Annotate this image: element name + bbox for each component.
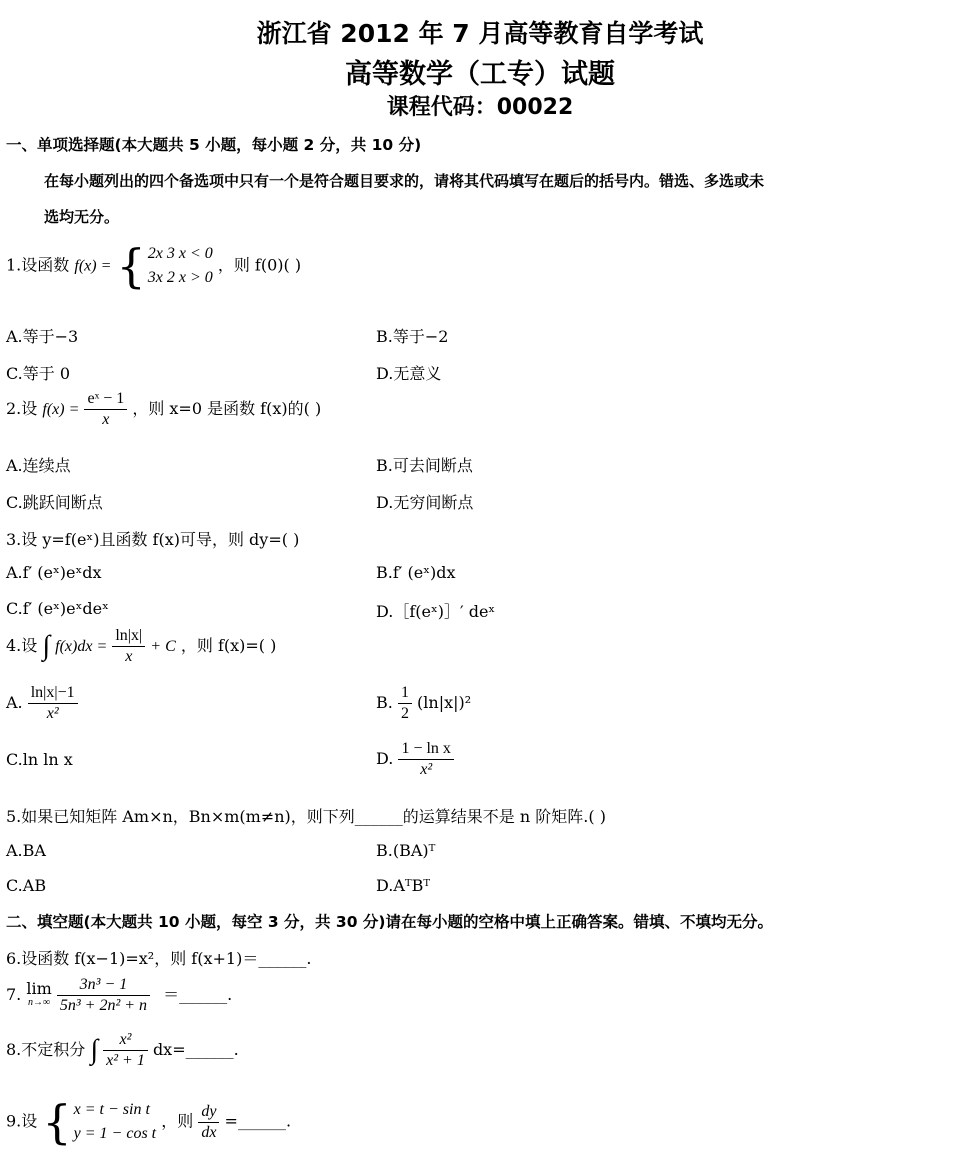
exam-header-line1: 浙江省 2012 年 7 月高等教育自学考试 — [256, 19, 704, 48]
q4-fraction — [112, 626, 145, 667]
q7-lim: lim — [26, 978, 52, 998]
q7-fraction — [57, 975, 150, 1016]
q7-prefix: 7. — [6, 985, 22, 1004]
q5-option-d: D.AᵀBᵀ — [376, 876, 431, 895]
section2-heading: 二、填空题(本大题共 10 小题，每空 3 分，共 30 分)请在每小题的空格中填上正确答案。错填、不填均无分。 — [6, 913, 773, 931]
section1-instruction-line1: 在每小题列出的四个备选项中只有一个是符合题目要求的，请将其代码填写在题后的括号内。错选、多选或未 — [44, 172, 765, 190]
q7-denominator: 5n³ + 2n² + n — [59, 997, 148, 1014]
q2-prefix: 2.设 — [6, 399, 38, 418]
q4-option-c: C.ln ln x — [6, 750, 73, 769]
q1-cases — [148, 242, 213, 290]
q4-b-denominator: 2 — [400, 705, 409, 722]
section1-heading: 一、单项选择题(本大题共 5 小题，每小题 2 分，共 10 分) — [6, 136, 422, 154]
q9-cases — [74, 1098, 156, 1146]
q3-option-c: C.f′ (eˣ)eˣdeˣ — [6, 599, 109, 618]
q9-case2: y = 1 − cos t — [73, 1125, 157, 1142]
question-3: 3.设 y=f(eˣ)且函数 f(x)可导，则 dy=( ) — [6, 530, 300, 549]
integral-sign-icon: ∫ — [90, 1034, 99, 1066]
q1-prefix: 1.设函数 — [6, 255, 70, 275]
q9-denominator: dx — [201, 1123, 217, 1141]
q1-option-c: C.等于 0 — [6, 364, 71, 383]
section1-instruction-line2: 选均无分。 — [44, 208, 120, 226]
q1-function: f(x) = — [74, 257, 112, 275]
question-9 — [6, 1095, 292, 1149]
q4-option-d — [376, 739, 454, 780]
question-6: 6.设函数 f(x−1)=x²，则 f(x+1)＝______. — [6, 949, 312, 968]
q1-option-a: A.等于−3 — [6, 327, 79, 346]
q8-numerator: x² — [103, 1030, 148, 1051]
q1-case2: 3x 2 x > 0 — [147, 269, 213, 286]
integral-sign-icon: ∫ — [42, 630, 51, 662]
q4-numerator: ln|x| — [112, 626, 145, 647]
q4-option-a — [6, 683, 78, 724]
q4-suffix: ，则 f(x)=( ) — [180, 636, 277, 655]
question-8 — [6, 1030, 239, 1071]
exam-title: 高等数学（工专）试题 — [345, 59, 615, 90]
q9-fraction — [198, 1102, 219, 1143]
q4-denominator: x — [125, 648, 133, 665]
q3-option-a: A.f′ (eˣ)eˣdx — [6, 563, 102, 582]
question-5: 5.如果已知矩阵 Am×n，Bn×m(m≠n)，则下列______的运算结果不是 n 阶矩阵.( ) — [6, 807, 606, 826]
q8-denominator: x² + 1 — [106, 1052, 145, 1069]
q2-option-c: C.跳跃间断点 — [6, 493, 103, 512]
q1-option-d: D.无意义 — [376, 364, 442, 383]
q4-constant: + C — [150, 638, 176, 655]
q1-case1: 2x 3 x < 0 — [147, 245, 213, 262]
q9-suffix: =______. — [224, 1111, 292, 1131]
q1-option-b: B.等于−2 — [376, 327, 449, 346]
q2-denominator: x — [102, 411, 110, 428]
q9-prefix: 9.设 — [6, 1111, 38, 1131]
q7-suffix: ＝______. — [163, 985, 233, 1004]
q5-option-a: A.BA — [6, 841, 46, 860]
q2-option-b: B.可去间断点 — [376, 456, 473, 475]
q7-numerator: 3n³ − 1 — [57, 975, 150, 996]
q5-option-c: C.AB — [6, 876, 47, 895]
q4-a-label: A. — [6, 693, 23, 712]
q4-b-fraction — [398, 683, 412, 724]
question-1 — [6, 239, 302, 293]
q4-b-numerator: 1 — [398, 683, 412, 704]
q9-mid: ，则 — [161, 1111, 194, 1131]
course-code: 课程代码：00022 — [386, 95, 574, 120]
q4-a-fraction — [28, 683, 78, 724]
q4-b-label: B. — [376, 693, 393, 712]
q3-option-d: D.［f(eˣ)］′ deˣ — [376, 602, 496, 621]
q2-option-a: A.连续点 — [6, 456, 71, 475]
q4-a-denominator: x² — [46, 705, 59, 722]
question-4 — [6, 626, 276, 667]
q4-option-b — [376, 683, 471, 724]
q9-brace: { — [42, 1095, 72, 1149]
q8-prefix: 8.不定积分 — [6, 1040, 86, 1059]
q8-fraction — [103, 1030, 148, 1071]
q2-option-d: D.无穷间断点 — [376, 493, 474, 512]
q7-lim-sub: n→∞ — [27, 996, 51, 1008]
q5-option-b: B.(BA)ᵀ — [376, 841, 436, 860]
q2-suffix: ，则 x=0 是函数 f(x)的( ) — [132, 399, 322, 418]
q3-option-b: B.f′ (eˣ)dx — [376, 563, 456, 582]
q1-brace: { — [116, 239, 146, 293]
q4-b-rest: (ln|x|)² — [417, 693, 472, 712]
q9-case1: x = t − sin t — [73, 1101, 150, 1118]
q4-d-label: D. — [376, 749, 394, 768]
q2-fraction — [84, 389, 127, 430]
q4-d-fraction — [398, 739, 453, 780]
question-2 — [6, 389, 321, 430]
q9-numerator: dy — [198, 1102, 219, 1123]
q1-suffix: ，则 f(0)( ) — [217, 255, 302, 275]
q4-prefix: 4.设 — [6, 636, 38, 655]
q4-a-numerator: ln|x|−1 — [28, 683, 78, 704]
question-7 — [6, 975, 232, 1016]
q4-d-numerator: 1 − ln x — [398, 739, 453, 760]
q4-integrand: f(x)dx = — [55, 638, 108, 655]
q2-numerator: eˣ − 1 — [84, 389, 127, 410]
q7-limit — [26, 978, 52, 1010]
q4-d-denominator: x² — [420, 761, 433, 778]
q8-suffix: dx=______. — [152, 1040, 239, 1059]
q2-function: f(x) = — [42, 401, 80, 418]
